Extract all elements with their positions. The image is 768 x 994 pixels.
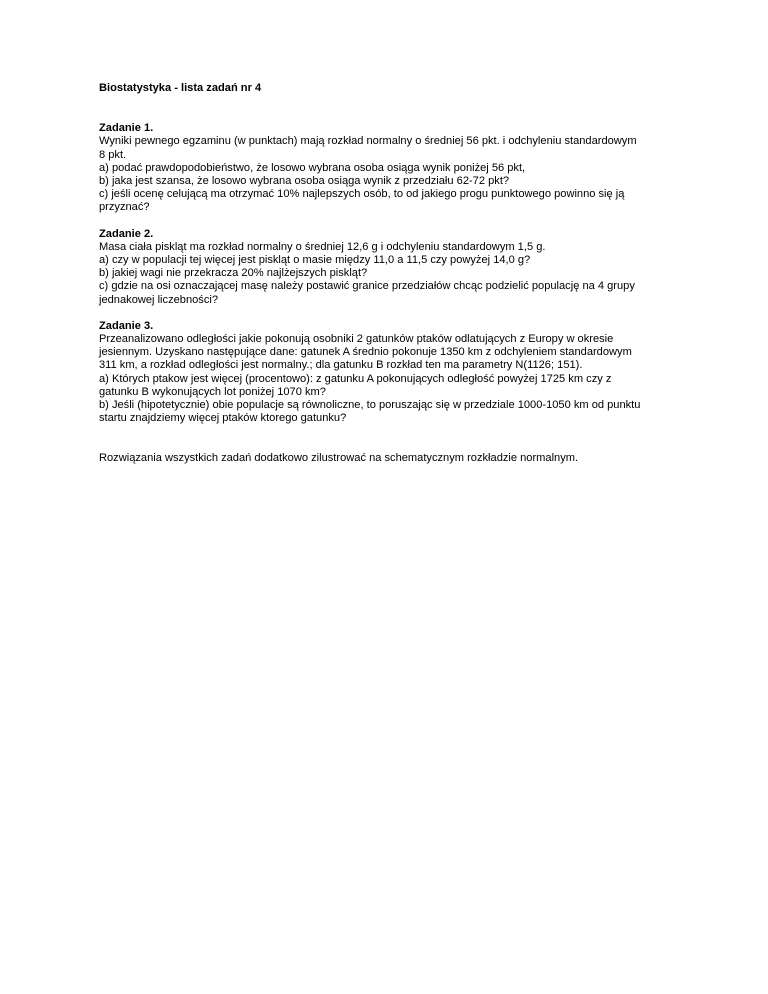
- task-2: [99, 228, 669, 307]
- task-2-line: Masa ciała piskląt ma rozkład normalny o średniej 12,6 g i odchyleniu standardowym 1,5 g.: [99, 240, 546, 253]
- task-2-line: c) gdzie na osi oznaczającej masę należy postawić granice przedziałów chcąc podzielić populację na 4 grupy: [99, 280, 635, 293]
- task-3-heading: Zadanie 3.: [99, 319, 154, 332]
- task-3-line: 311 km, a rozkład odległości jest normalny.; dla gatunku B rozkład ten ma parametry N(1126; 151).: [99, 359, 583, 372]
- task-1-line: Wyniki pewnego egzaminu (w punktach) mają rozkład normalny o średniej 56 pkt. i odchyleniu standardowym: [99, 135, 637, 148]
- task-3-line: startu znajdziemy więcej ptaków ktorego gatunku?: [99, 412, 347, 425]
- footer-note: Rozwiązania wszystkich zadań dodatkowo zilustrować na schematycznym rozkładzie normalnym.: [99, 452, 579, 465]
- task-2-line: jednakowej liczebności?: [99, 293, 219, 306]
- task-1-line: a) podać prawdopodobieństwo, że losowo wybrana osoba osiąga wynik poniżej 56 pkt,: [99, 161, 526, 174]
- task-1-line: 8 pkt.: [99, 148, 127, 161]
- task-3: [99, 320, 669, 426]
- task-3-line: Przeanalizowano odległości jakie pokonują osobniki 2 gatunków ptaków odlatujących z Europy w okresie: [99, 333, 614, 346]
- task-3-line: jesiennym. Uzyskano następujące dane: gatunek A średnio pokonuje 1350 km z odchyleniem standardowym: [99, 346, 632, 359]
- task-1-heading: Zadanie 1.: [99, 122, 154, 135]
- task-3-line: b) Jeśli (hipotetycznie) obie populacje są równoliczne, to poruszając się w przedziale 1000-1050 km od punktu: [99, 399, 641, 412]
- task-1-line: b) jaka jest szansa, że losowo wybrana osoba osiąga wynik z przedziału 62-72 pkt?: [99, 175, 510, 188]
- task-2-line: a) czy w populacji tej więcej jest piskląt o masie między 11,0 a 11,5 czy powyżej 14,0 g?: [99, 254, 531, 267]
- document-title: Biostatystyka - lista zadań nr 4: [99, 82, 262, 94]
- task-1: [99, 122, 669, 214]
- document-page: [99, 82, 669, 466]
- task-3-line: gatunku B wykonujących lot poniżej 1070 km?: [99, 385, 326, 398]
- task-1-line: przyznać?: [99, 201, 150, 214]
- task-1-line: c) jeśli ocenę celującą ma otrzymać 10% najlepszych osób, to od jakiego progu punktowego powinno się ją: [99, 188, 625, 201]
- task-2-heading: Zadanie 2.: [99, 227, 154, 240]
- task-2-line: b) jakiej wagi nie przekracza 20% najlżejszych piskląt?: [99, 267, 368, 280]
- task-3-line: a) Których ptakow jest więcej (procentowo): z gatunku A pokonujących odległość powyżej 1725 km czy z: [99, 372, 612, 385]
